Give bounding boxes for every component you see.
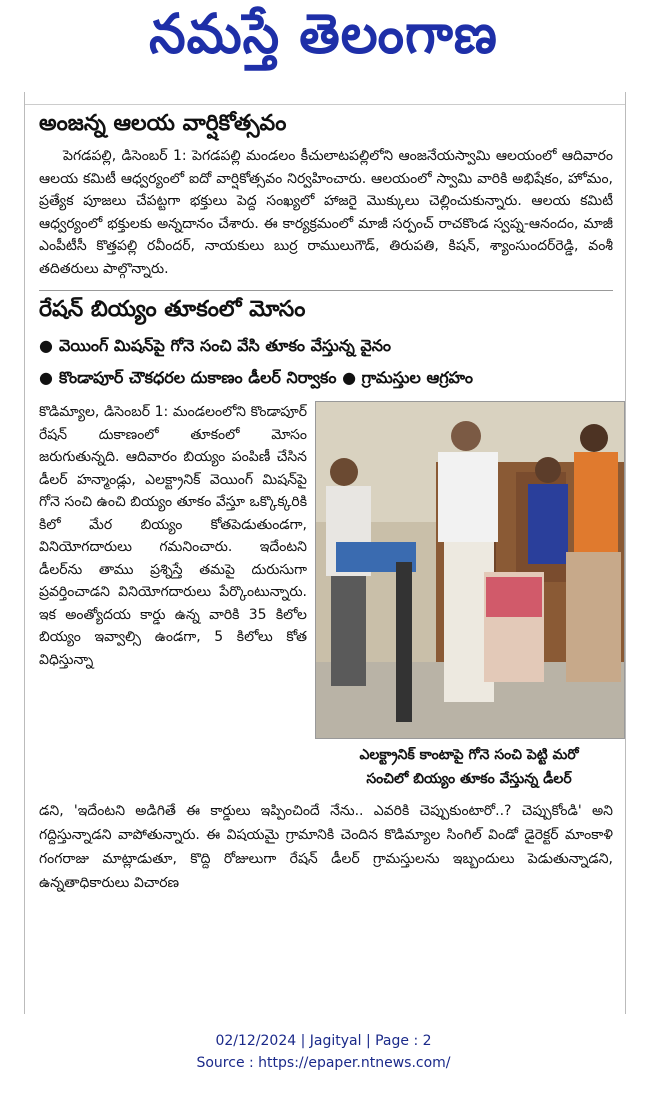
article1-body: పెగడపల్లి, డిసెంబర్ 1: పెగడపల్లి మండలం కీచులాటపల్లిలోని ఆంజనేయస్వామి ఆలయంలో ఆదివారం ఆలయ కమిటీ ఆధ్వర్యంలో ఐదో వార్షికోత్సవం నిర్వహించారు. ఆలయంలో స్వామి వారికి అభిషేకం, హోమం, ప్రత్యేక పూజలు చేపట్టగా భక్తులు పెద్ద సంఖ్యలో హాజరై మొక్కులు చెల్లించుకున్నారు. ఆలయ కమిటీ ఆధ్వర్యంలో భక్తులకు అన్నదానం చేశారు. ఈ కార్యక్రమంలో మాజీ సర్పంచ్ రాచకొండ స్వప్న-ఆనందం, మాజీ ఎంపీటీసీ కొత్తపల్లి రవీందర్, నాయకులు బుర్ర రాములుగౌడ్, తిరుపతి, కిషన్, శ్యాంసుందర్‌రెడ్డి, వంశీ తదితరులు పాల్గొన్నారు. (39, 148, 613, 277)
photo-caption (315, 743, 623, 791)
photo-caption-line-1: ఎలక్ట్రానిక్ కాంటాపై గోనె సంచి పెట్టి మరో (359, 747, 579, 763)
footer (0, 1030, 647, 1074)
article1-headline: అంజన్న ఆలయ వార్షికోత్సవం (39, 111, 287, 136)
masthead-title: నమస్తే తెలంగాణ (149, 2, 498, 66)
article2-subhead-2 (39, 365, 625, 391)
clipped-top-edge (25, 92, 625, 105)
bullet-icon: ● (39, 336, 53, 355)
article2-subhead-2-text: కొండాపూర్ చౌకధరల దుకాణం డీలర్ నిర్వాకం ● గ్రామస్తుల ఆగ్రహం (58, 368, 474, 387)
article2-headline: రేషన్ బియ్యం తూకంలో మోసం (39, 297, 306, 322)
article2-column-text: కొడిమ్యాల, డిసెంబర్ 1: మండలంలోని కొండాపూర్ రేషన్ దుకాణంలో తూకంలో మోసం జరుగుతున్నది. ఆదివారం బియ్యం పంపిణీ చేసిన డీలర్ హన్మాండ్లు, ఎలక్ట్రానిక్ వెయింగ్ మిషన్‌పై గోనె సంచి ఉంచి బియ్యం తూకం వేస్తూ ఒక్కొక్కరికి కిలో మేర బియ్యం కోతపెడుతుండగా, వినియోగదారులు గమనించారు. ఇదేంటని డీలర్‌ను తాము ప్రశ్నిస్తే తమపై దురుసుగా ప్రవర్తించాడని వినియోగదారులు పేర్కొంటున్నారు. ఇక అంత్యోదయ కార్డు ఉన్న వారికి 35 కిలోల బియ్యం ఇవ్వాల్సి ఉండగా, 5 కిలోలు కోత విధిస్తున్నా (39, 404, 307, 668)
masthead (0, 0, 647, 82)
news-photo (315, 401, 625, 739)
bullet-icon: ● (39, 368, 53, 387)
article2-continuation: డని, 'ఇదేంటని అడిగితే ఈ కార్డులు ఇప్పించిందే నేను.. ఎవరికి చెప్పుకుంటారో..? చెప్పుకోండి' అని గద్దిస్తున్నాడని వాపోతున్నారు. ఈ విషయమై గ్రామానికి చెందిన కొడిమ్యాల సింగిల్ విండో డైరెక్టర్ మాంకాళి గంగరాజు మాట్లాడుతూ, కొద్ది రోజులుగా రేషన్ డీలర్ గ్రామస్తులను ఇబ్బందులు పెడుతున్నాడని, ఉన్నతాధికారులు విచారణ (39, 803, 613, 891)
article-divider (39, 290, 613, 291)
article2-subhead-1 (39, 333, 625, 359)
article2-body-area (25, 401, 625, 793)
article2-subhead-1-text: వెయింగ్ మిషన్‌పై గోనె సంచి వేసి తూకం వేస్తున్న వైనం (58, 336, 392, 355)
photo-caption-line-2: సంచిలో బియ్యం తూకం వేస్తున్న డీలర్ (366, 771, 572, 787)
photo-illustration (316, 402, 624, 738)
footer-source[interactable]: Source : https://epaper.ntnews.com/ (196, 1055, 451, 1071)
newspaper-clipping (24, 92, 626, 1014)
footer-date-edition: 02/12/2024 | Jagityal | Page : 2 (215, 1033, 432, 1049)
